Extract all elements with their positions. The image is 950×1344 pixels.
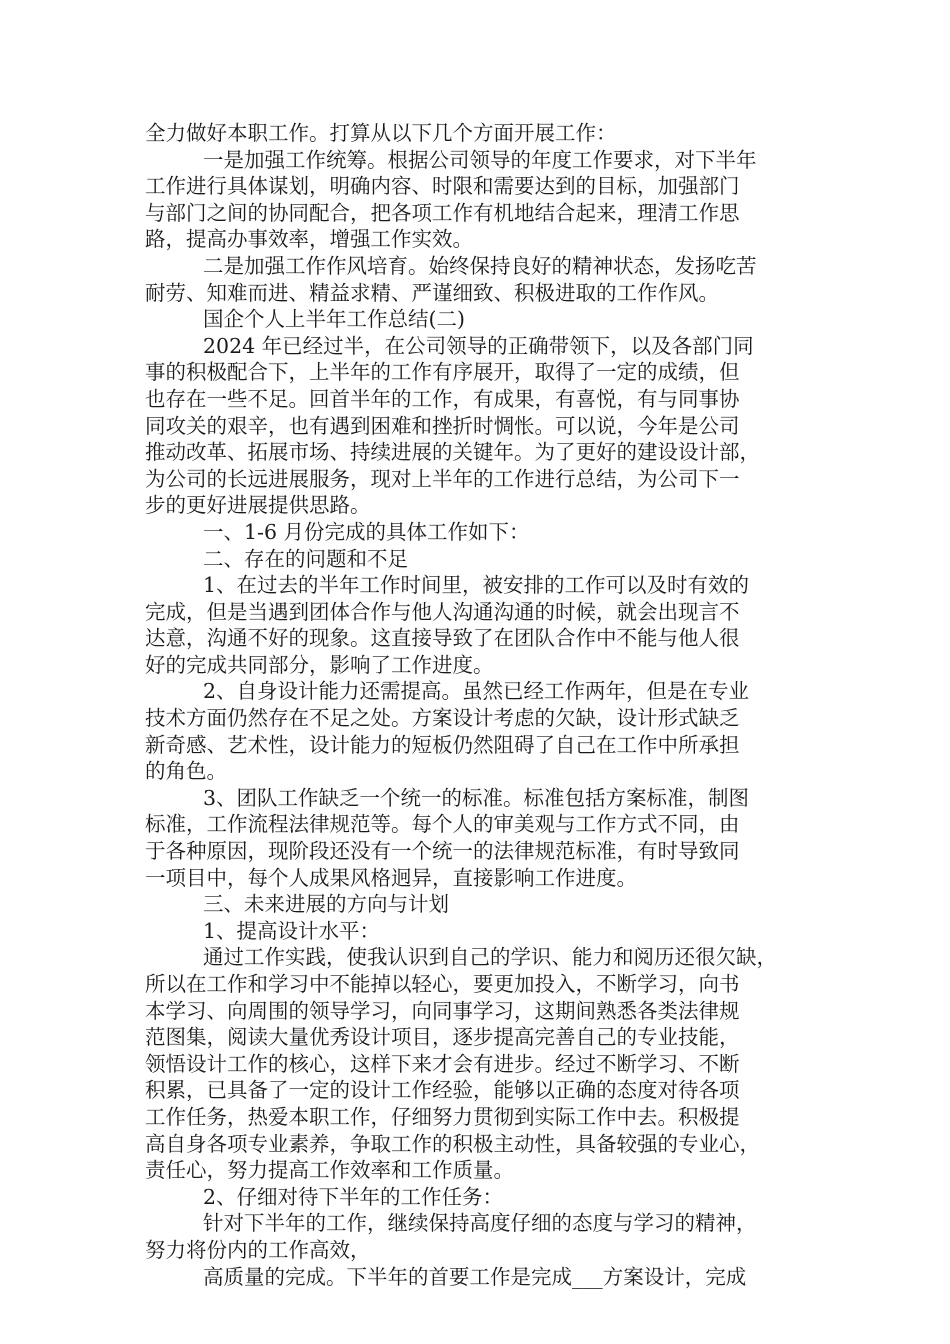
text-line: 1、在过去的半年工作时间里，被安排的工作可以及时有效的 bbox=[203, 573, 750, 598]
text-line: 二是加强工作作风培育。始终保持良好的精神状态，发扬吃苦 bbox=[203, 253, 757, 278]
text-line: 的角色。 bbox=[145, 759, 227, 784]
text-line: 技术方面仍然存在不足之处。方案设计考虑的欠缺，设计形式缺乏 bbox=[145, 706, 740, 731]
text-line: 同攻关的艰辛，也有遇到困难和挫折时惆怅。可以说，今年是公司 bbox=[145, 413, 740, 438]
text-line: 好的完成共同部分，影响了工作进度。 bbox=[145, 652, 494, 677]
document-body bbox=[145, 120, 825, 1290]
text-line: 达意，沟通不好的现象。这直接导致了在团队合作中不能与他人很 bbox=[145, 626, 740, 651]
text-line: 也存在一些不足。回首半年的工作，有成果，有喜悦，有与同事协 bbox=[145, 386, 740, 411]
text-line: 高自身各项专业素养，争取工作的积极主动性，具备较强的专业心， bbox=[145, 1131, 760, 1156]
text-line: 路，提高办事效率，增强工作实效。 bbox=[145, 227, 473, 252]
text-line: 推动改革、拓展市场、持续进展的关键年。为了更好的建设设计部， bbox=[145, 440, 760, 465]
text-line: 所以在工作和学习中不能掉以轻心，要更加投入，不断学习，向书 bbox=[145, 972, 740, 996]
text-line: 与部门之间的协同配合，把各项工作有机地结合起来，理清工作思 bbox=[145, 200, 740, 225]
text-line: 新奇感、艺术性，设计能力的短板仍然阻碍了自己在工作中所承担 bbox=[145, 732, 740, 757]
text-line: 完成，但是当遇到团体合作与他人沟通沟通的时候，就会出现言不 bbox=[145, 599, 740, 624]
text-line: 全力做好本职工作。打算从以下几个方面开展工作： bbox=[145, 121, 617, 145]
text-line: 二、存在的问题和不足 bbox=[203, 546, 408, 571]
text-line: 领悟设计工作的核心，这样下来才会有进步。经过不断学习、不断 bbox=[145, 1051, 740, 1076]
text-line: 一、1-6 月份完成的具体工作如下： bbox=[203, 519, 530, 544]
text-line: 范图集，阅读大量优秀设计项目，逐步提高完善自己的专业技能， bbox=[145, 1025, 740, 1050]
text-line: 工作进行具体谋划，明确内容、时限和需要达到的目标，加强部门 bbox=[145, 174, 740, 199]
text-line: 一项目中，每个人成果风格迥异，直接影响工作进度。 bbox=[145, 865, 637, 890]
text-line: 国企个人上半年工作总结(二) bbox=[203, 307, 465, 332]
text-line: 3、团队工作缺乏一个统一的标准。标准包括方案标准，制图 bbox=[203, 785, 750, 810]
text-line: 事的积极配合下，上半年的工作有序展开，取得了一定的成绩，但 bbox=[145, 360, 740, 385]
text-line: 责任心，努力提高工作效率和工作质量。 bbox=[145, 1158, 514, 1183]
text-line: 2、仔细对待下半年的工作任务： bbox=[203, 1184, 504, 1209]
text-line: 于各种原因，现阶段还没有一个统一的法律规范标准，有时导致同 bbox=[145, 839, 740, 864]
text-line: 努力将份内的工作高效， bbox=[145, 1237, 371, 1262]
text-line: 一是加强工作统筹。根据公司领导的年度工作要求，对下半年 bbox=[203, 147, 757, 172]
text-line: 高质量的完成。下半年的首要工作是完成___方案设计，完成 bbox=[203, 1264, 747, 1289]
text-line: 三、未来进展的方向与计划 bbox=[203, 892, 449, 917]
text-line: 通过工作实践，使我认识到自己的学识、能力和阅历还很欠缺， bbox=[203, 945, 777, 970]
text-line: 工作任务，热爱本职工作，仔细努力贯彻到实际工作中去。积极提 bbox=[145, 1104, 740, 1129]
text-line: 步的更好进展提供思路。 bbox=[145, 493, 371, 518]
text-line: 1、提高设计水平： bbox=[203, 918, 381, 943]
text-line: 为公司的长远进展服务，现对上半年的工作进行总结，为公司下一 bbox=[145, 466, 740, 491]
text-line: 本学习、向周围的领导学习，向同事学习，这期间熟悉各类法律规 bbox=[145, 998, 740, 1023]
text-line: 标准，工作流程法律规范等。每个人的审美观与工作方式不同，由 bbox=[145, 812, 740, 837]
text-line: 针对下半年的工作，继续保持高度仔细的态度与学习的精神， bbox=[203, 1211, 757, 1236]
text-line: 2、自身设计能力还需提高。虽然已经工作两年，但是在专业 bbox=[203, 679, 750, 704]
text-line: 耐劳、知难而进、精益求精、严谨细致、积极进取的工作作风。 bbox=[145, 280, 719, 305]
text-line: 2024 年已经过半，在公司领导的正确带领下，以及各部门同 bbox=[203, 333, 754, 358]
text-line: 积累，已具备了一定的设计工作经验，能够以正确的态度对待各项 bbox=[145, 1078, 740, 1103]
